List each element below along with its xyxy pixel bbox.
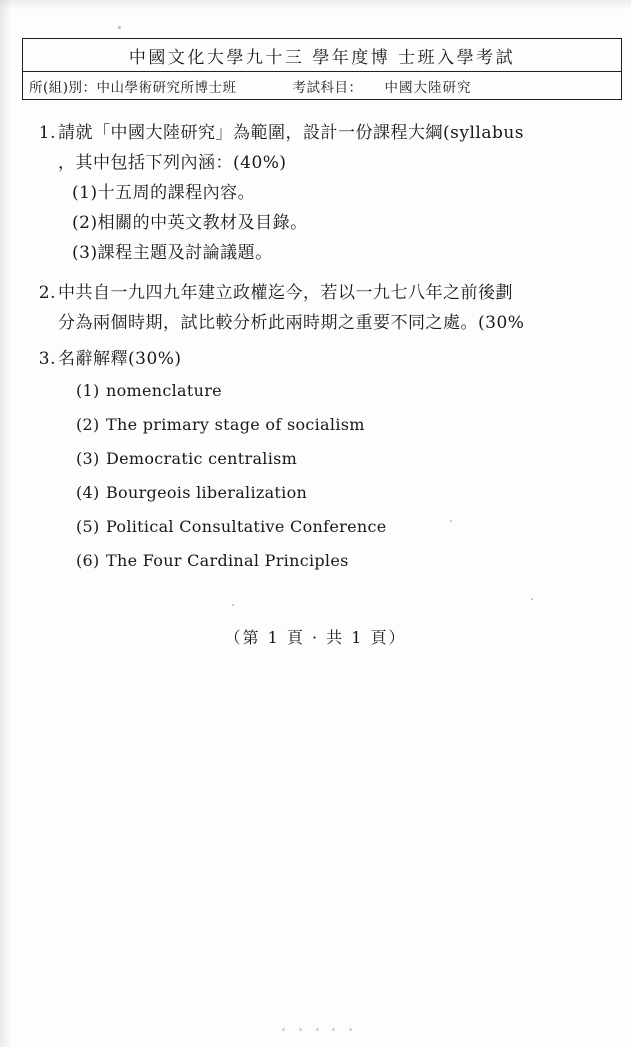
term-index: (5) xyxy=(76,517,100,536)
term-index: (6) xyxy=(76,551,100,570)
term-text: The primary stage of socialism xyxy=(106,415,365,434)
question-block xyxy=(30,278,631,338)
question-subitem xyxy=(30,238,631,268)
term-index: (1) xyxy=(76,381,100,400)
question-number: 2. xyxy=(38,283,56,303)
list-item xyxy=(30,510,631,544)
scan-speck xyxy=(232,604,234,606)
scan-speck xyxy=(118,26,121,29)
question-subitem xyxy=(30,178,631,208)
question-text: 名辭解釋(30%) xyxy=(58,349,182,369)
scan-edge-shadow-top xyxy=(0,0,631,10)
terms-list xyxy=(30,374,631,578)
question-line xyxy=(30,118,631,148)
question-text: ，其中包括下列內涵：(40%) xyxy=(58,153,287,173)
subject-name: 中國大陸研究 xyxy=(384,79,472,96)
page-number-note: （第 1 頁 · 共 1 頁） xyxy=(224,628,407,647)
exam-body xyxy=(30,118,631,578)
subject-label: 考試科目： xyxy=(292,79,363,96)
term-index: (3) xyxy=(76,449,100,468)
term-text: The Four Cardinal Principles xyxy=(106,551,349,570)
term-text: Democratic centralism xyxy=(106,449,298,468)
question-line xyxy=(30,278,631,308)
question-block xyxy=(30,118,631,268)
term-index: (2) xyxy=(76,415,100,434)
exam-header-table xyxy=(22,38,622,100)
term-text: Bourgeois liberalization xyxy=(106,483,308,502)
question-text: 請就「中國大陸研究」為範圍，設計一份課程大綱(syllabus xyxy=(58,123,525,143)
question-line xyxy=(30,344,631,374)
list-item xyxy=(30,374,631,408)
exam-meta-row xyxy=(22,72,622,100)
question-number: 1. xyxy=(38,123,56,143)
question-text: 中共自一九四九年建立政權迄今，若以一九七八年之前後劃 xyxy=(58,283,513,303)
page-title: 中國文化大學九十三 學年度博 士班入學考試 xyxy=(128,47,516,68)
subitem-text: (1)十五周的課程內容。 xyxy=(72,183,256,203)
question-number: 3. xyxy=(38,349,56,369)
list-item xyxy=(30,476,631,510)
department-label: 所(組)別：中山學術研究所博士班 xyxy=(29,79,237,96)
scan-bottom-dots xyxy=(282,1028,352,1032)
list-item xyxy=(30,408,631,442)
term-text: nomenclature xyxy=(106,381,222,400)
question-line xyxy=(30,148,631,178)
question-block xyxy=(30,344,631,374)
spacer xyxy=(30,268,631,278)
subitem-text: (2)相關的中英文教材及目錄。 xyxy=(72,213,308,233)
question-text: 分為兩個時期，試比較分析此兩時期之重要不同之處。(30% xyxy=(58,313,525,333)
list-item xyxy=(30,544,631,578)
scan-speck xyxy=(531,598,533,600)
exam-title-row xyxy=(22,38,622,72)
subitem-text: (3)課程主題及討論議題。 xyxy=(72,243,273,263)
question-line xyxy=(30,308,631,338)
term-index: (4) xyxy=(76,483,100,502)
scan-edge-shadow-left xyxy=(0,0,12,1047)
list-item xyxy=(30,442,631,476)
question-subitem xyxy=(30,208,631,238)
term-text: Political Consultative Conference xyxy=(106,517,387,536)
